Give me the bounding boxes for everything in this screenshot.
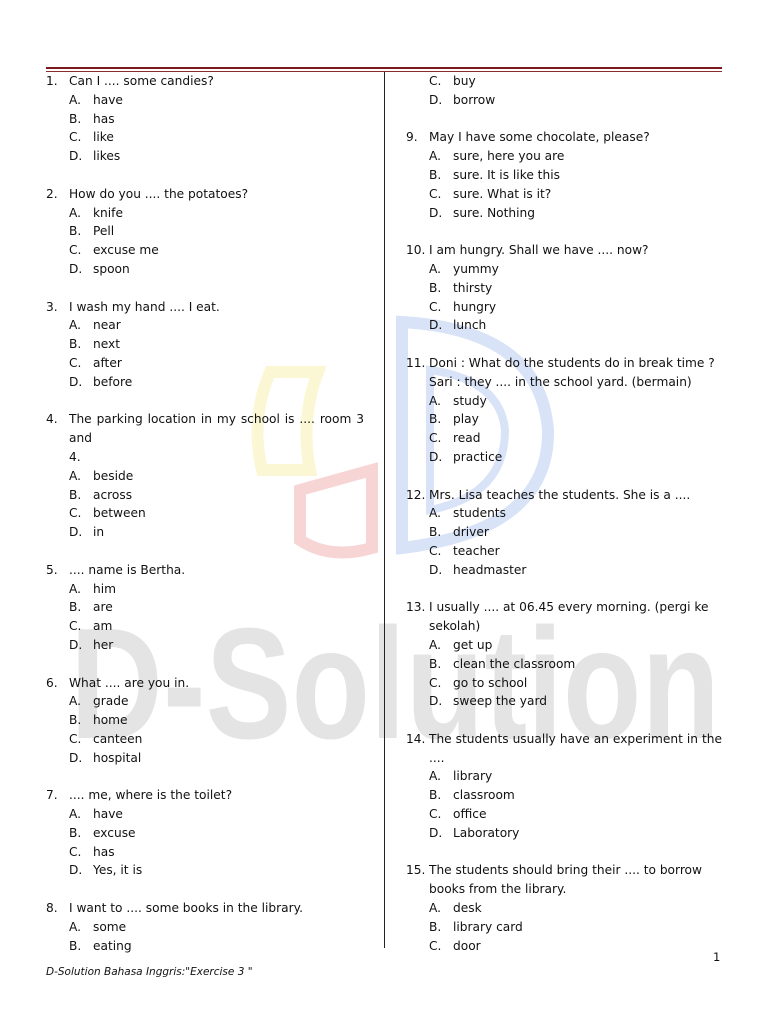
- question-text: The parking location in my school is .... room 3 and: [69, 412, 364, 446]
- answer-option: [406, 72, 722, 91]
- option-letter: B.: [429, 919, 442, 934]
- answer-option: [46, 128, 364, 147]
- question-text: .... name is Bertha.: [69, 562, 186, 577]
- answer-options: [406, 504, 722, 579]
- answer-option: [46, 749, 364, 768]
- answer-option: [46, 316, 364, 335]
- question-text: Doni : What do the students do in break time ?: [429, 355, 715, 370]
- option-letter: D.: [429, 694, 443, 709]
- option-letter: B.: [69, 487, 82, 502]
- option-text: likes: [93, 149, 121, 164]
- footer-text: D-Solution Bahasa Inggris:"Exercise 3 ": [46, 966, 253, 978]
- answer-option: [406, 504, 722, 523]
- answer-option: [406, 805, 722, 824]
- answer-option: [406, 692, 722, 711]
- answer-option: [406, 767, 722, 786]
- question-stem: [406, 598, 722, 617]
- option-text: have: [93, 807, 123, 822]
- option-letter: B.: [69, 224, 82, 239]
- option-letter: B.: [429, 412, 442, 427]
- question-item: [46, 298, 364, 392]
- option-letter: A.: [69, 92, 81, 107]
- answer-option: [406, 147, 722, 166]
- header-rule: [46, 67, 722, 69]
- question-text-continued: 4.: [69, 449, 81, 464]
- option-text: canteen: [93, 731, 143, 746]
- answer-option: [46, 467, 364, 486]
- question-number: 11.: [406, 355, 426, 370]
- answer-option: [406, 279, 722, 298]
- answer-option: [46, 824, 364, 843]
- option-text: her: [93, 637, 114, 652]
- question-text: The students should bring their .... to borrow: [429, 863, 702, 878]
- question-text: Can I .... some candies?: [69, 74, 214, 88]
- question-number: 4.: [46, 412, 58, 427]
- left-column: [46, 72, 364, 974]
- answer-option: [46, 373, 364, 392]
- question-8-continued: [406, 72, 722, 110]
- answer-option: [406, 918, 722, 937]
- answer-option: [406, 91, 722, 110]
- option-letter: A.: [69, 468, 81, 483]
- option-text: sure. It is like this: [453, 167, 560, 182]
- option-letter: D.: [429, 318, 443, 333]
- option-letter: A.: [429, 901, 441, 916]
- option-text: knife: [93, 205, 123, 220]
- option-text: driver: [453, 525, 489, 540]
- option-text: Pell: [93, 224, 115, 239]
- answer-options: [406, 767, 722, 842]
- question-stem: [46, 561, 364, 580]
- answer-options: [46, 204, 364, 279]
- answer-option: [46, 711, 364, 730]
- option-text: classroom: [453, 788, 515, 803]
- answer-options: [46, 91, 364, 166]
- answer-options: [46, 580, 364, 655]
- answer-option: [46, 580, 364, 599]
- option-text: next: [93, 337, 120, 352]
- option-letter: D.: [69, 374, 83, 389]
- question-stem: [406, 354, 722, 373]
- option-letter: A.: [429, 769, 441, 784]
- option-letter: B.: [69, 825, 82, 840]
- answer-option: [46, 843, 364, 862]
- answer-option: [46, 260, 364, 279]
- page-number: 1: [713, 950, 721, 964]
- option-letter: A.: [69, 205, 81, 220]
- answer-option: [406, 166, 722, 185]
- option-letter: A.: [69, 919, 81, 934]
- option-letter: B.: [69, 938, 82, 953]
- option-text: after: [93, 355, 122, 370]
- question-number: 7.: [46, 788, 58, 803]
- answer-options: [46, 805, 364, 880]
- option-text: borrow: [453, 92, 496, 107]
- question-item: [406, 486, 722, 580]
- question-stem: [46, 410, 364, 448]
- option-letter: C.: [429, 299, 442, 314]
- option-text: am: [93, 619, 113, 634]
- question-item: [406, 354, 722, 467]
- option-text: desk: [453, 901, 482, 916]
- option-text: go to school: [453, 675, 528, 690]
- option-text: library card: [453, 919, 523, 934]
- answer-option: [406, 185, 722, 204]
- option-letter: D.: [69, 637, 83, 652]
- answer-option: [46, 147, 364, 166]
- question-number: 15.: [406, 863, 426, 878]
- option-letter: C.: [69, 130, 82, 145]
- option-text: Laboratory: [453, 825, 520, 840]
- answer-option: [406, 204, 722, 223]
- question-text: How do you .... the potatoes?: [69, 186, 249, 201]
- question-item: [406, 598, 722, 711]
- question-stem: [406, 861, 722, 880]
- question-number: 5.: [46, 562, 58, 577]
- watermark-text: D-Solution: [70, 596, 720, 772]
- option-letter: B.: [429, 525, 442, 540]
- answer-option: [46, 241, 364, 260]
- option-letter: C.: [69, 619, 82, 634]
- option-letter: C.: [429, 74, 442, 88]
- question-text-continued: sekolah): [429, 619, 481, 634]
- question-number: 3.: [46, 299, 58, 314]
- answer-option: [406, 824, 722, 843]
- answer-options: [406, 899, 722, 955]
- question-item: [46, 899, 364, 955]
- option-text: clean the classroom: [453, 656, 576, 671]
- option-letter: C.: [69, 731, 82, 746]
- question-number: 10.: [406, 243, 426, 258]
- option-letter: C.: [429, 807, 442, 822]
- question-stem: [46, 298, 364, 317]
- answer-options: [406, 392, 722, 467]
- question-number: 14.: [406, 731, 426, 746]
- answer-option: [406, 899, 722, 918]
- answer-option: [46, 354, 364, 373]
- answer-option: [406, 410, 722, 429]
- question-text: What .... are you in.: [69, 675, 190, 690]
- option-letter: B.: [429, 280, 442, 295]
- question-text: Mrs. Lisa teaches the students. She is a ....: [429, 487, 691, 502]
- answer-options: [46, 692, 364, 767]
- answer-option: [46, 861, 364, 880]
- option-letter: D.: [429, 449, 443, 464]
- answer-option: [406, 636, 722, 655]
- option-text: sure, here you are: [453, 149, 565, 164]
- option-letter: A.: [69, 318, 81, 333]
- option-text: has: [93, 111, 115, 126]
- answer-option: [406, 316, 722, 335]
- answer-option: [46, 805, 364, 824]
- option-letter: A.: [429, 149, 441, 164]
- question-number: 1.: [46, 74, 58, 88]
- question-stem: [46, 786, 364, 805]
- option-text: play: [453, 412, 479, 427]
- answer-option: [406, 298, 722, 317]
- question-stem: [406, 730, 722, 768]
- option-letter: B.: [69, 337, 82, 352]
- answer-option: [46, 204, 364, 223]
- option-text: has: [93, 844, 115, 859]
- option-text: teacher: [453, 543, 500, 558]
- option-text: spoon: [93, 261, 130, 276]
- answer-option: [406, 392, 722, 411]
- option-letter: C.: [429, 431, 442, 446]
- option-text: some: [93, 919, 127, 934]
- option-letter: B.: [69, 600, 82, 615]
- column-divider: [384, 72, 385, 948]
- answer-option: [406, 542, 722, 561]
- option-text: eating: [93, 938, 132, 953]
- question-item: [46, 786, 364, 880]
- answer-option: [46, 335, 364, 354]
- option-text: across: [93, 487, 133, 502]
- option-letter: C.: [69, 355, 82, 370]
- question-number: 8.: [46, 901, 58, 916]
- answer-option: [406, 561, 722, 580]
- option-text: headmaster: [453, 562, 527, 577]
- option-text: sure. Nothing: [453, 205, 535, 220]
- question-stem: [46, 674, 364, 693]
- option-text: near: [93, 318, 121, 333]
- question-number: 6.: [46, 675, 58, 690]
- option-letter: D.: [69, 863, 83, 878]
- question-number: 2.: [46, 186, 58, 201]
- question-text: May I have some chocolate, please?: [429, 130, 650, 145]
- option-text: library: [453, 769, 493, 784]
- answer-options: [406, 260, 722, 335]
- answer-option: [46, 598, 364, 617]
- answer-options: [46, 467, 364, 542]
- option-text: sweep the yard: [453, 694, 548, 709]
- question-item: [406, 128, 722, 222]
- answer-option: [46, 486, 364, 505]
- option-text: yummy: [453, 261, 499, 276]
- question-item: [46, 410, 364, 542]
- option-text: excuse: [93, 825, 136, 840]
- option-text: have: [93, 92, 123, 107]
- answer-option: [406, 429, 722, 448]
- option-letter: D.: [69, 525, 83, 540]
- option-text: between: [93, 506, 146, 521]
- question-text: I want to .... some books in the library.: [69, 901, 303, 916]
- option-text: are: [93, 600, 113, 615]
- question-stem: [46, 72, 364, 91]
- question-item: [46, 72, 364, 166]
- option-text: excuse me: [93, 243, 159, 258]
- option-letter: A.: [429, 393, 441, 408]
- option-text: grade: [93, 694, 129, 709]
- question-text-continued: books from the library.: [429, 882, 567, 897]
- question-item: [46, 185, 364, 279]
- question-number: 9.: [406, 130, 418, 145]
- option-letter: A.: [429, 506, 441, 521]
- question-number: 13.: [406, 600, 426, 615]
- option-text: Yes, it is: [93, 863, 143, 878]
- answer-options: [46, 918, 364, 956]
- option-text: him: [93, 581, 116, 596]
- question-text: I wash my hand .... I eat.: [69, 299, 220, 314]
- option-text: hungry: [453, 299, 497, 314]
- answer-options: [406, 147, 722, 222]
- option-letter: D.: [69, 149, 83, 164]
- option-text: buy: [453, 74, 476, 88]
- option-text: sure. What is it?: [453, 186, 552, 201]
- option-letter: C.: [429, 675, 442, 690]
- option-letter: D.: [429, 205, 443, 220]
- option-letter: A.: [429, 637, 441, 652]
- option-letter: A.: [69, 694, 81, 709]
- option-letter: C.: [429, 186, 442, 201]
- question-item: [406, 241, 722, 335]
- option-letter: D.: [69, 750, 83, 765]
- answer-options: [46, 316, 364, 391]
- option-letter: D.: [69, 261, 83, 276]
- option-letter: B.: [429, 788, 442, 803]
- question-text: I am hungry. Shall we have .... now?: [429, 243, 649, 258]
- option-letter: B.: [69, 713, 82, 728]
- answer-option: [46, 937, 364, 956]
- question-stem: [406, 241, 722, 260]
- question-text: .... me, where is the toilet?: [69, 788, 233, 803]
- option-text: before: [93, 374, 133, 389]
- answer-option: [406, 448, 722, 467]
- answer-option: [46, 636, 364, 655]
- option-text: read: [453, 431, 481, 446]
- option-text: practice: [453, 449, 503, 464]
- option-letter: D.: [429, 825, 443, 840]
- option-text: hospital: [93, 750, 142, 765]
- answer-option: [406, 523, 722, 542]
- question-stem: [46, 185, 364, 204]
- answer-option: [406, 655, 722, 674]
- question-text-continued: Sari : they .... in the school yard. (bermain): [429, 374, 692, 389]
- question-item: [46, 674, 364, 768]
- option-text: door: [453, 938, 481, 953]
- answer-options: [406, 636, 722, 711]
- option-letter: C.: [69, 243, 82, 258]
- option-letter: B.: [429, 167, 442, 182]
- question-item: [46, 561, 364, 655]
- answer-option: [406, 674, 722, 693]
- answer-option: [46, 222, 364, 241]
- option-text: thirsty: [453, 280, 493, 295]
- option-letter: D.: [429, 562, 443, 577]
- option-letter: A.: [429, 261, 441, 276]
- option-letter: C.: [69, 844, 82, 859]
- answer-option: [46, 91, 364, 110]
- answer-option: [406, 786, 722, 805]
- option-text: in: [93, 525, 105, 540]
- option-text: students: [453, 506, 506, 521]
- question-text: I usually .... at 06.45 every morning. (pergi ke: [429, 600, 709, 615]
- answer-option: [406, 260, 722, 279]
- question-item: [406, 861, 722, 955]
- question-item: [406, 730, 722, 843]
- question-stem: [406, 486, 722, 505]
- question-stem: [46, 899, 364, 918]
- answer-option: [406, 937, 722, 956]
- option-text: get up: [453, 637, 493, 652]
- answer-options: [406, 72, 722, 110]
- option-text: beside: [93, 468, 134, 483]
- answer-option: [46, 523, 364, 542]
- option-text: like: [93, 130, 114, 145]
- right-column: [406, 72, 722, 974]
- option-text: home: [93, 713, 128, 728]
- option-text: office: [453, 807, 487, 822]
- option-text: study: [453, 393, 487, 408]
- answer-option: [46, 110, 364, 129]
- option-text: lunch: [453, 318, 487, 333]
- answer-option: [46, 730, 364, 749]
- question-number: 12.: [406, 487, 426, 502]
- answer-option: [46, 692, 364, 711]
- question-text: The students usually have an experiment in the ....: [429, 731, 722, 765]
- option-letter: B.: [69, 111, 82, 126]
- answer-option: [46, 504, 364, 523]
- option-letter: A.: [69, 807, 81, 822]
- option-letter: D.: [429, 92, 443, 107]
- answer-option: [46, 918, 364, 937]
- option-letter: B.: [429, 656, 442, 671]
- option-letter: C.: [429, 938, 442, 953]
- answer-option: [46, 617, 364, 636]
- option-letter: C.: [69, 506, 82, 521]
- option-letter: A.: [69, 581, 81, 596]
- option-letter: C.: [429, 543, 442, 558]
- question-stem: [406, 128, 722, 147]
